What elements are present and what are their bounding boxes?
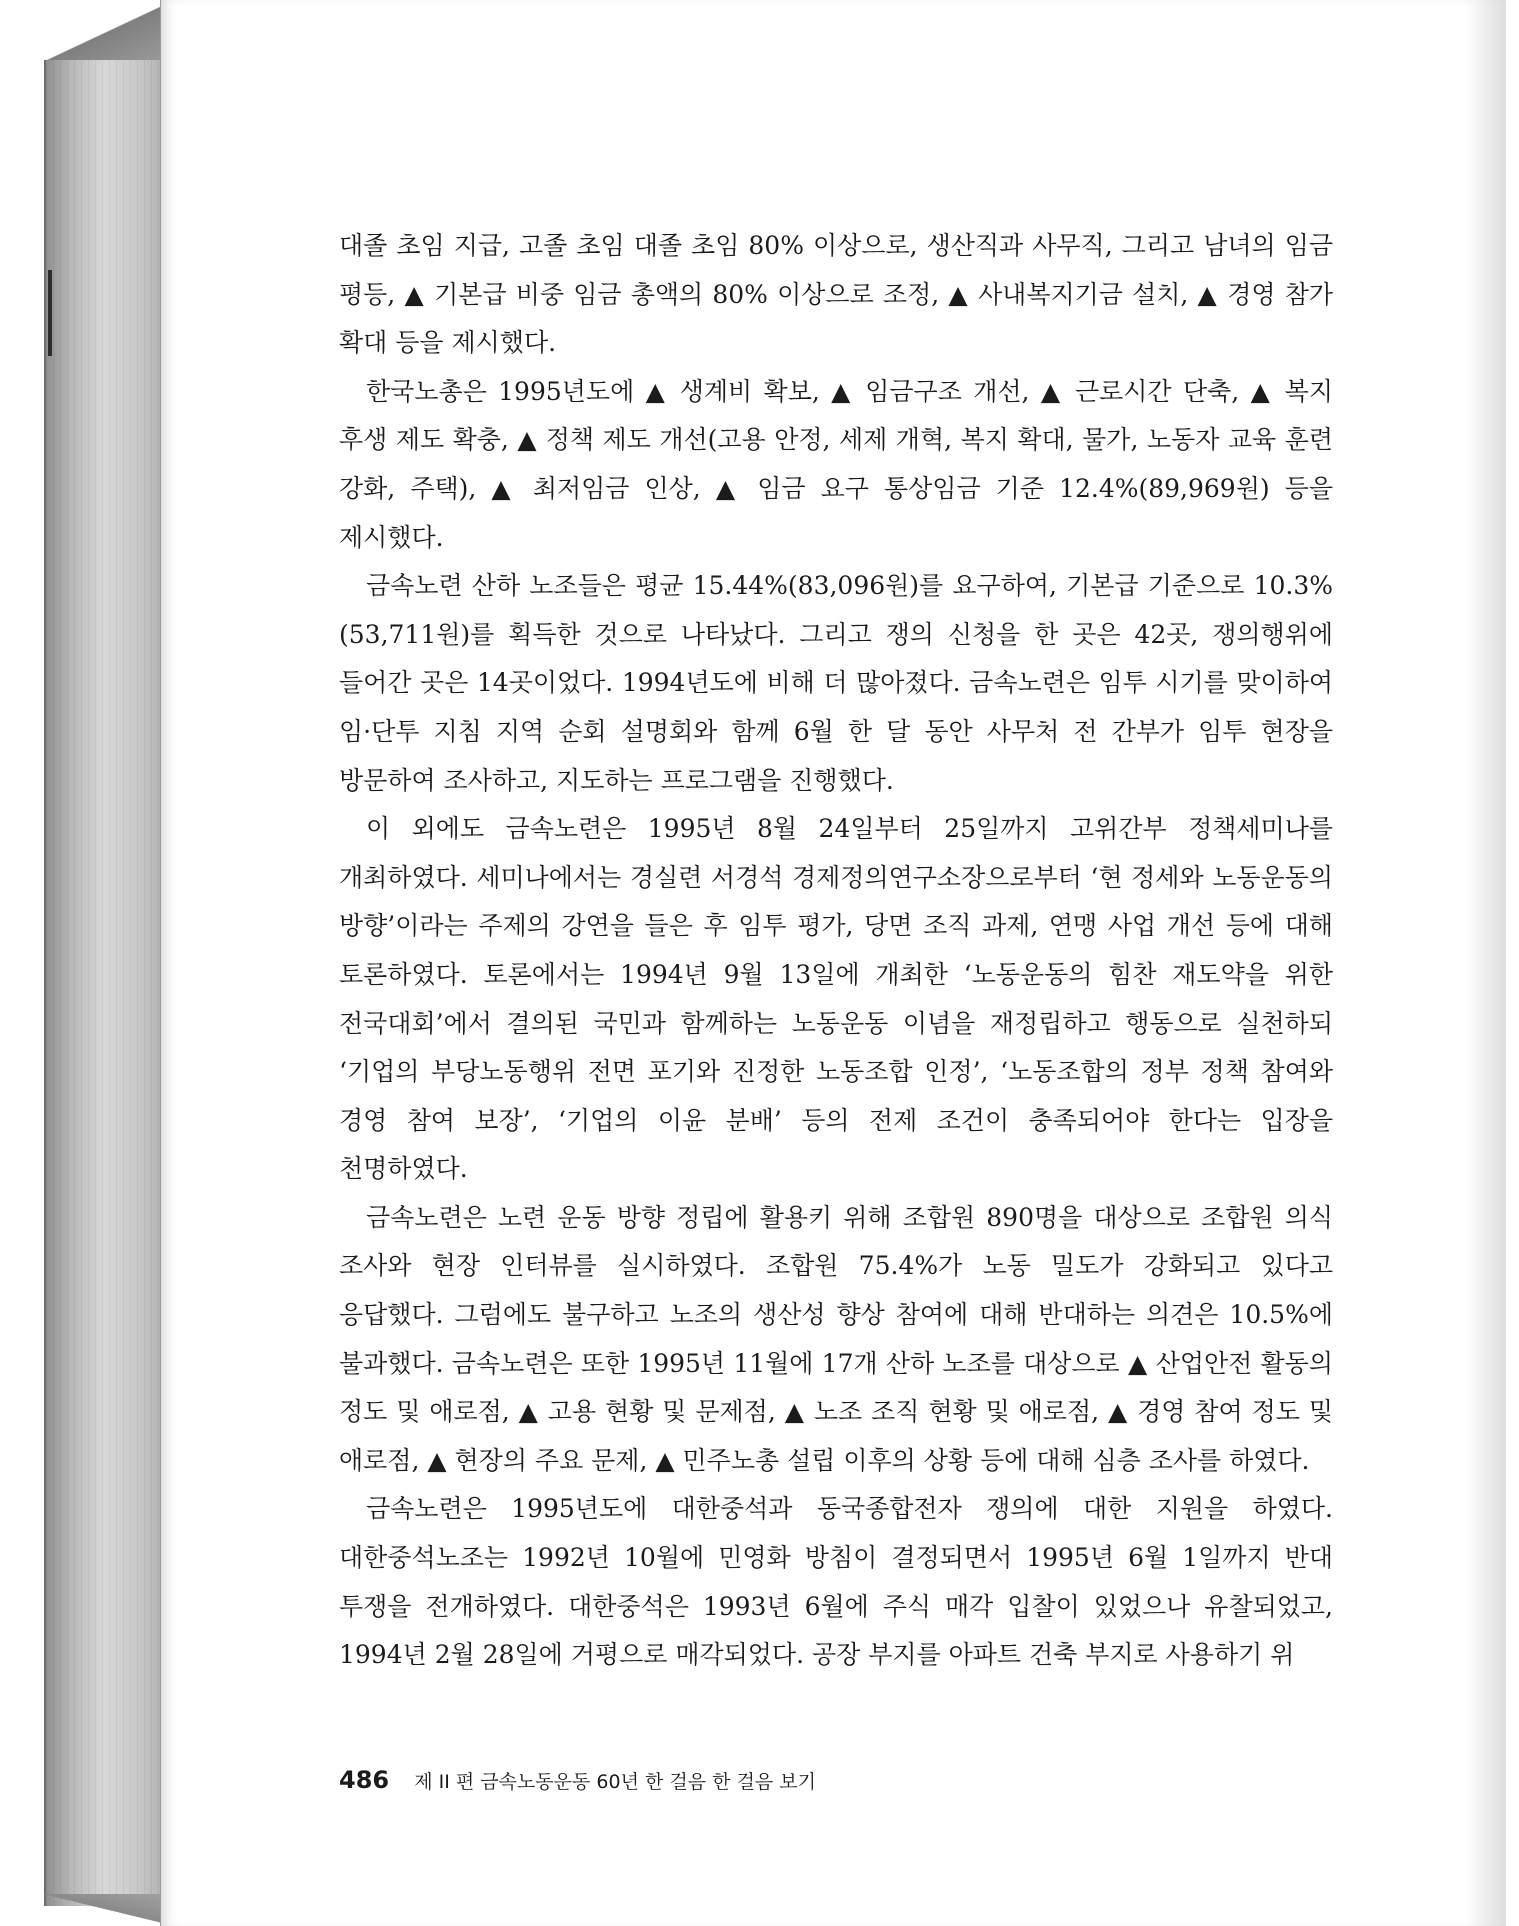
page-footer [339,1766,816,1794]
book-page [160,0,1506,1926]
paragraph-2: 한국노총은 1995년도에 ▲ 생계비 확보, ▲ 임금구조 개선, ▲ 근로시간 단축, ▲ 복지 후생 제도 확충, ▲ 정책 제도 개선(고용 안정, 세제 개혁, 복지 확대, 물가, 노동자 교육 훈련 강화, 주택), ▲ 최저임금 인상, ▲ 임금 요구 통상임금 기준 12.4%(89,969원) 등을 제시했다. [339,376,1333,552]
page-edge-shadow [1466,0,1506,1926]
paragraph-5: 금속노련은 노련 운동 방향 정립에 활용키 위해 조합원 890명을 대상으로 조합원 의식 조사와 현장 인터뷰를 실시하였다. 조합원 75.4%가 노동 밀도가 강화되고 있다고 응답했다. 그럼에도 불구하고 노조의 생산성 향상 참여에 대해 반대하는 의견은 10.5%에 불과했다. 금속노련은 또한 1995년 11월에 17개 산하 노조를 대상으로 ▲ 산업안전 활동의 정도 및 애로점, ▲ 고용 현황 및 문제점, ▲ 노조 조직 현황 및 애로점, ▲ 경영 참여 정도 및 애로점, ▲ 현장의 주요 문제, ▲ 민주노총 설립 이후의 상황 등에 대해 심층 조사를 하였다. [339,1202,1333,1475]
book-bottom-edge [44,1894,176,1926]
paragraph-3: 금속노련 산하 노조들은 평균 15.44%(83,096원)를 요구하여, 기본급 기준으로 10.3%(53,711원)를 획득한 것으로 나타났다. 그리고 쟁의 신청을 한 곳은 42곳, 쟁의행위에 들어간 곳은 14곳이었다. 1994년도에 비해 더 많아졌다. 금속노련은 임투 시기를 맞이하여 임·단투 지침 지역 순회 설명회와 함께 6월 한 달 동안 사무처 전 간부가 임투 현장을 방문하여 조사하고, 지도하는 프로그램을 진행했다. [339,571,1333,795]
running-footer-title: 제 II 편 금속노동운동 60년 한 걸음 한 걸음 보기 [414,1771,816,1793]
paragraph-6: 금속노련은 1995년도에 대한중석과 동국종합전자 쟁의에 대한 지원을 하였다. 대한중석노조는 1992년 10월에 민영화 방침이 결정되면서 1995년 6월 1일까지 반대 투쟁을 전개하였다. 대한중석은 1993년 6월에 주식 매각 입찰이 있었으나 유찰되었고, 1994년 2월 28일에 거평으로 매각되었다. 공장 부지를 아파트 건축 부지로 사용하기 위 [339,1494,1333,1670]
page-number: 486 [339,1766,390,1794]
book-page-stack [44,60,176,1906]
book-top-edge [44,0,176,62]
paragraph-1: 대졸 초임 지급, 고졸 초임 대졸 초임 80% 이상으로, 생산직과 사무직, 그리고 남녀의 임금 평등, ▲ 기본급 비중 임금 총액의 80% 이상으로 조정, ▲ 사내복지기금 설치, ▲ 경영 참가 확대 등을 제시했다. [339,231,1333,358]
body-text [339,222,1333,1680]
spine-mark [48,270,52,356]
paragraph-4: 이 외에도 금속노련은 1995년 8월 24일부터 25일까지 고위간부 정책세미나를 개최하였다. 세미나에서는 경실련 서경석 경제정의연구소장으로부터 ‘현 정세와 노동운동의 방향’이라는 주제의 강연을 들은 후 임투 평가, 당면 조직 과제, 연맹 사업 개선 등에 대해 토론하였다. 토론에서는 1994년 9월 13일에 개최한 ‘노동운동의 힘찬 재도약을 위한 전국대회’에서 결의된 국민과 함께하는 노동운동 이념을 재정립하고 행동으로 실천하되 ‘기업의 부당노동행위 전면 포기와 진정한 노동조합 인정’, ‘노동조합의 정부 정책 참여와 경영 참여 보장’, ‘기업의 이윤 분배’ 등의 전제 조건이 충족되어야 한다는 입장을 천명하였다. [339,814,1333,1184]
